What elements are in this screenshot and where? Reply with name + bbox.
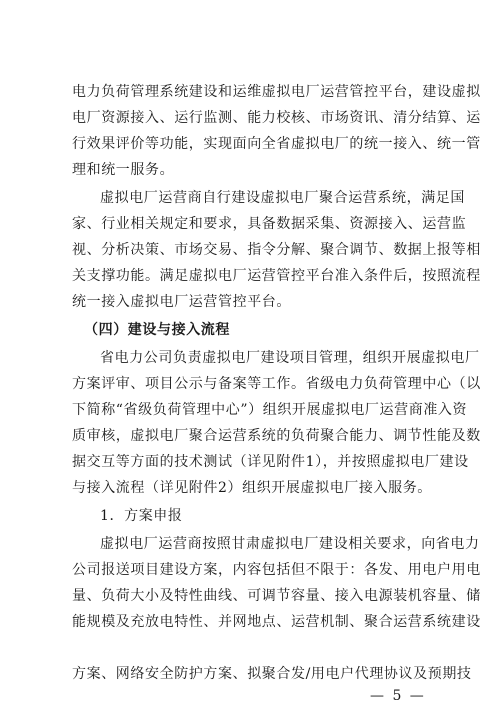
body-text-line: 与接入流程（详见附件2）组织开展虚拟电厂接入服务。 [72,480,432,496]
body-text-line: 省电力公司负责虚拟电厂建设项目管理，组织开展虚拟电厂 [100,350,480,366]
page-number: — 5 — [370,688,426,704]
body-text-line: 理和统一服务。 [72,162,175,178]
body-text-line: 方案、网络安全防护方案、拟聚合发/用电户代理协议及预期技 [72,666,472,682]
body-text-line: 方案评审、项目公示与备案等工作。省级电力负荷管理中心（以 [72,376,481,392]
subsection-heading: 1．方案申报 [100,508,183,524]
body-text-line: 电厂资源接入、运行监测、能力校核、市场资讯、清分结算、运 [72,110,481,126]
body-text-line: 量、负荷大小及特性曲线、可调节容量、接入电源装机容量、储 [72,588,481,604]
body-text-line: 行效果评价等功能，实现面向全省虚拟电厂的统一接入、统一管 [72,136,481,152]
body-text-line: 质审核，虚拟电厂聚合运营系统的负荷聚合能力、调节性能及数 [72,428,481,444]
body-text-line: 家、行业相关规定和要求，具备数据采集、资源接入、运营监 [72,216,467,232]
body-text-line: 电力负荷管理系统建设和运维虚拟电厂运营管控平台，建设虚拟 [72,84,481,100]
body-text-line: 能规模及充放电特性、并网地点、运营机制、聚合运营系统建设 [72,614,481,630]
body-text-line: 公司报送项目建设方案，内容包括但不限于：各发、用电户用电 [72,562,481,578]
body-text-line: 视、分析决策、市场交易、指令分解、聚合调节、数据上报等相 [72,242,481,258]
body-text-line: 关支撑功能。满足虚拟电厂运营管控平台准入条件后，按照流程 [72,268,481,284]
body-text-line: 统一接入虚拟电厂运营管控平台。 [72,294,291,310]
body-text-line: 虚拟电厂运营商自行建设虚拟电厂聚合运营系统，满足国 [100,190,465,206]
body-text-line: 据交互等方面的技术测试（详见附件1），并按照虚拟电厂建设 [72,454,469,470]
section-heading: （四）建设与接入流程 [84,322,230,338]
body-text-line: 虚拟电厂运营商按照甘肃虚拟电厂建设相关要求，向省电力 [100,536,480,552]
body-text-line: 下简称“省级负荷管理中心”）组织开展虚拟电厂运营商准入资 [72,402,468,418]
